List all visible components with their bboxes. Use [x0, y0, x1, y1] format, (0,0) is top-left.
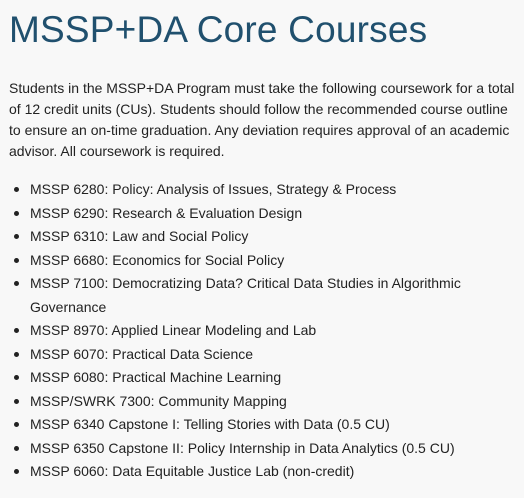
list-item: [9, 178, 516, 202]
bullet-icon: [14, 446, 19, 451]
list-item: [9, 437, 516, 461]
list-item: [9, 413, 516, 437]
course-label: MSSP 6680: Economics for Social Policy: [30, 251, 285, 268]
bullet-icon: [14, 234, 19, 239]
course-label: MSSP 6350 Capstone II: Policy Internship in Data Analytics (0.5 CU): [30, 439, 455, 456]
bullet-icon: [14, 352, 19, 357]
bullet-icon: [14, 422, 19, 427]
list-item: [9, 249, 516, 273]
list-item: [9, 390, 516, 414]
list-item: [9, 272, 516, 319]
list-item: [9, 343, 516, 367]
list-item: [9, 366, 516, 390]
course-label: MSSP 7100: Democratizing Data? Critical Data Studies in Algorithmic Governance: [30, 275, 461, 315]
bullet-icon: [14, 399, 19, 404]
page-title: MSSP+DA Core Courses: [9, 9, 428, 50]
intro-paragraph: Students in the MSSP+DA Program must take the following coursework for a total of 12 credit units (CUs). Students should follow the recommended course outline to ensure an on-time graduation. Any deviation requires approval of an academic advisor. All coursework is required.: [9, 80, 515, 159]
bullet-icon: [14, 469, 19, 474]
course-label: MSSP/SWRK 7300: Community Mapping: [30, 392, 287, 409]
bullet-icon: [14, 211, 19, 216]
bullet-icon: [14, 187, 19, 192]
course-label: MSSP 6080: Practical Machine Learning: [30, 369, 282, 385]
list-item: [9, 225, 516, 249]
bullet-icon: [14, 328, 19, 333]
course-list: [9, 178, 516, 484]
course-label: MSSP 6070: Practical Data Science: [30, 345, 254, 362]
bullet-icon: [14, 375, 19, 380]
list-item: [9, 202, 516, 226]
bullet-icon: [14, 281, 19, 286]
bullet-icon: [14, 258, 19, 263]
course-label: MSSP 6060: Data Equitable Justice Lab (non-credit): [30, 463, 355, 479]
course-label: MSSP 6290: Research & Evaluation Design: [30, 204, 303, 221]
list-item: [9, 319, 516, 343]
course-label: MSSP 6280: Policy: Analysis of Issues, Strategy & Process: [30, 181, 397, 197]
course-label: MSSP 6340 Capstone I: Telling Stories with Data (0.5 CU): [30, 416, 390, 432]
list-item: [9, 460, 516, 484]
course-label: MSSP 6310: Law and Social Policy: [30, 228, 249, 244]
course-label: MSSP 8970: Applied Linear Modeling and Lab: [30, 322, 317, 338]
